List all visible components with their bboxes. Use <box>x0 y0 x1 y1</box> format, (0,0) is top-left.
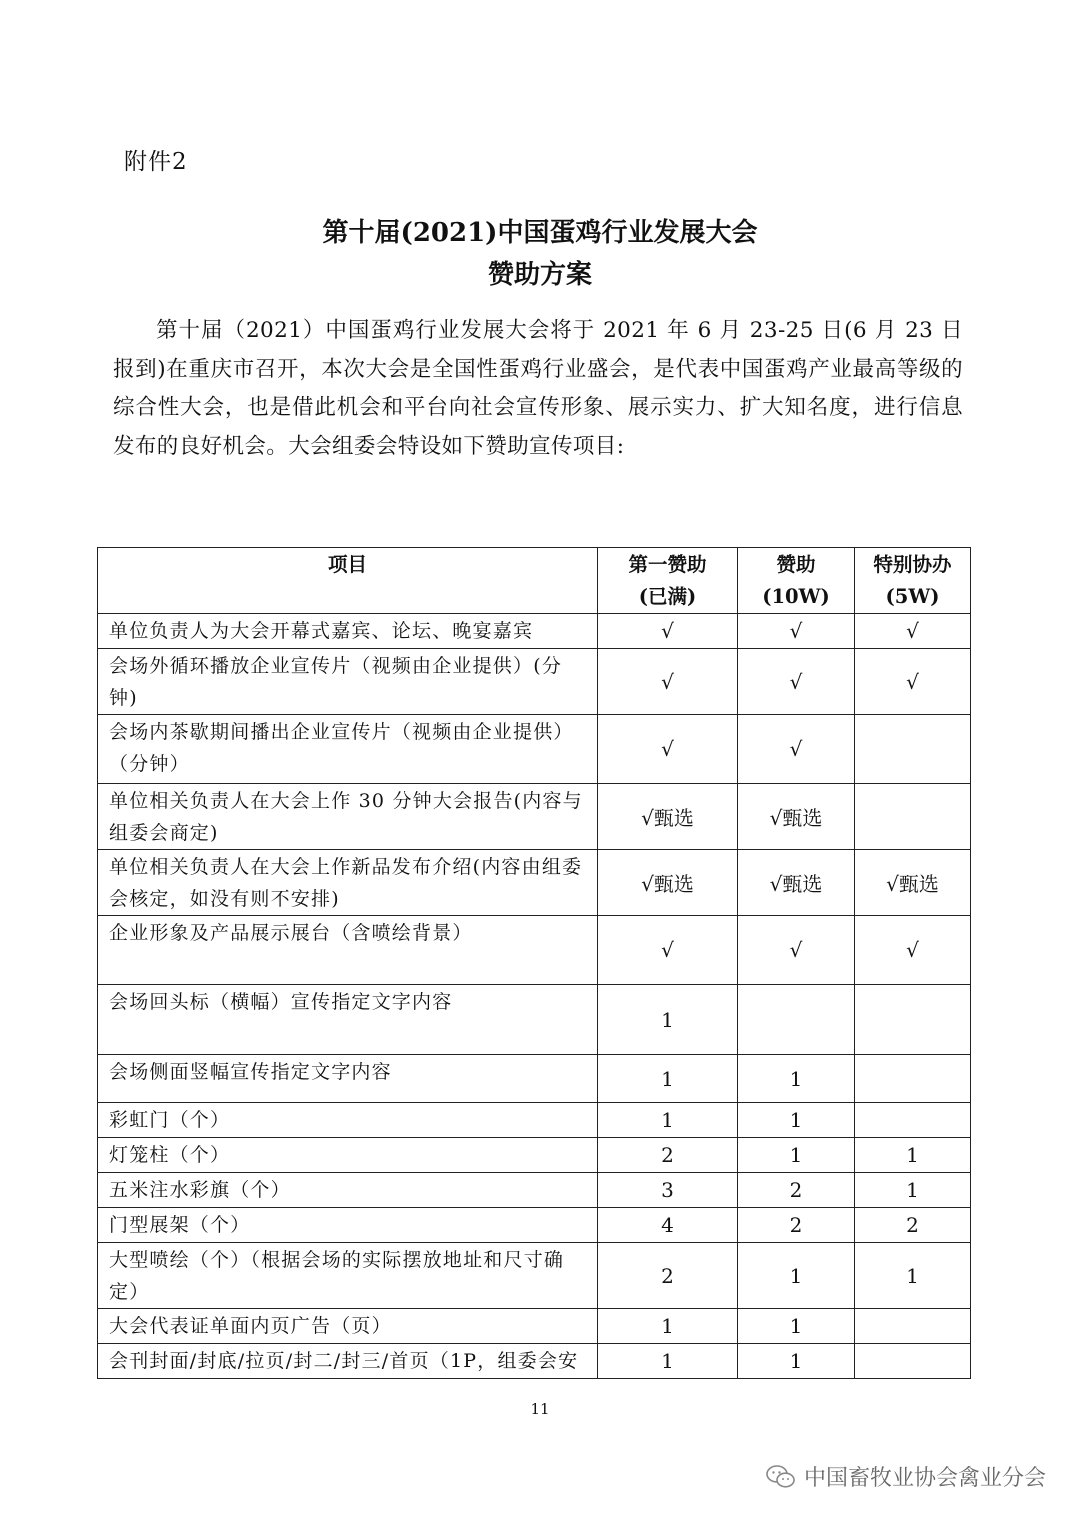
table-cell-special: 1 <box>855 1243 971 1309</box>
table-cell-item: 大型喷绘（个）（根据会场的实际摆放地址和尺寸确定） <box>98 1243 598 1309</box>
table-cell-item: 大会代表证单面内页广告（页） <box>98 1309 598 1344</box>
table-row <box>98 850 971 916</box>
table-row <box>98 614 971 649</box>
header-sponsor-line1: 赞助 <box>776 552 816 576</box>
table-cell-first-sponsor: 2 <box>598 1243 738 1309</box>
table-row <box>98 1243 971 1309</box>
table-row <box>98 649 971 715</box>
table-cell-sponsor: 1 <box>738 1344 855 1379</box>
table-cell-item: 会场侧面竖幅宣传指定文字内容 <box>98 1055 598 1103</box>
table-row <box>98 1344 971 1379</box>
table-cell-first-sponsor: 1 <box>598 1103 738 1138</box>
header-special-line2: (5W) <box>885 584 940 608</box>
table-cell-special: 1 <box>855 1173 971 1208</box>
table-cell-special <box>855 1344 971 1379</box>
table-cell-special: √甄选 <box>855 850 971 916</box>
table-row <box>98 916 971 985</box>
header-first-sponsor-line2: (已满) <box>638 584 697 608</box>
table-cell-sponsor: 1 <box>738 1138 855 1173</box>
header-item <box>98 548 598 614</box>
table-row <box>98 1055 971 1103</box>
table-cell-sponsor: 1 <box>738 1055 855 1103</box>
table-row <box>98 1173 971 1208</box>
table-cell-special: √ <box>855 916 971 985</box>
watermark <box>766 1461 1046 1492</box>
table-row <box>98 1309 971 1344</box>
table-cell-special <box>855 1055 971 1103</box>
intro-paragraph: 第十届（2021）中国蛋鸡行业发展大会将于 2021 年 6 月 23-25 日(6 月 23 日报到)在重庆市召开，本次大会是全国性蛋鸡行业盛会，是代表中国蛋鸡产业最高等级的综合性大会，也是借此机会和平台向社会宣传形象、展示实力、扩大知名度，进行信息发布的良好机会。大会组委会特设如下赞助宣传项目: <box>113 318 963 459</box>
table-cell-item: 彩虹门（个） <box>98 1103 598 1138</box>
table-row <box>98 715 971 784</box>
table-row <box>98 784 971 850</box>
table-cell-first-sponsor: √甄选 <box>598 850 738 916</box>
table-row <box>98 985 971 1055</box>
header-special-line1: 特别协办 <box>873 552 952 576</box>
table-cell-sponsor: √ <box>738 614 855 649</box>
table-cell-special <box>855 985 971 1055</box>
table-cell-first-sponsor: √ <box>598 715 738 784</box>
table-cell-item: 单位相关负责人在大会上作新品发布介绍(内容由组委会核定，如没有则不安排) <box>98 850 598 916</box>
table-cell-sponsor: √ <box>738 649 855 715</box>
document-subtitle: 赞助方案 <box>487 260 592 290</box>
table-cell-item: 灯笼柱（个） <box>98 1138 598 1173</box>
table-row <box>98 1103 971 1138</box>
table-cell-item: 单位相关负责人在大会上作 30 分钟大会报告(内容与组委会商定) <box>98 784 598 850</box>
sponsorship-table <box>97 547 971 1379</box>
table-cell-special <box>855 1309 971 1344</box>
document-title: 第十届(2021)中国蛋鸡行业发展大会 <box>322 218 758 248</box>
header-sponsor <box>738 548 855 614</box>
table-cell-sponsor: 2 <box>738 1208 855 1243</box>
table-cell-special: 1 <box>855 1138 971 1173</box>
table-cell-first-sponsor: √ <box>598 614 738 649</box>
header-special-coorganizer <box>855 548 971 614</box>
table-row <box>98 1208 971 1243</box>
table-cell-first-sponsor: 2 <box>598 1138 738 1173</box>
table-row <box>98 1138 971 1173</box>
table-cell-sponsor: √甄选 <box>738 784 855 850</box>
watermark-text: 中国畜牧业协会禽业分会 <box>803 1466 1046 1491</box>
table-cell-special: 2 <box>855 1208 971 1243</box>
table-cell-sponsor <box>738 985 855 1055</box>
table-cell-special <box>855 715 971 784</box>
table-cell-sponsor: 2 <box>738 1173 855 1208</box>
table-cell-item: 会场内茶歇期间播出企业宣传片（视频由企业提供）（分钟） <box>98 715 598 784</box>
table-header-row <box>98 548 971 614</box>
table-cell-first-sponsor: 1 <box>598 985 738 1055</box>
table-cell-sponsor: √甄选 <box>738 850 855 916</box>
header-sponsor-line2: (10W) <box>762 584 830 608</box>
table-cell-item: 会场外循环播放企业宣传片（视频由企业提供）(分钟) <box>98 649 598 715</box>
table-cell-item: 企业形象及产品展示展台（含喷绘背景） <box>98 916 598 985</box>
table-cell-special <box>855 784 971 850</box>
table-cell-item: 会刊封面/封底/拉页/封二/封三/首页（1P，组委会安 <box>98 1344 598 1379</box>
header-first-sponsor-line1: 第一赞助 <box>628 552 707 576</box>
table-cell-first-sponsor: 1 <box>598 1055 738 1103</box>
table-cell-special <box>855 1103 971 1138</box>
page-number: 11 <box>530 1400 550 1418</box>
table-cell-special: √ <box>855 614 971 649</box>
table-cell-sponsor: √ <box>738 715 855 784</box>
table-cell-special: √ <box>855 649 971 715</box>
table-cell-first-sponsor: 1 <box>598 1344 738 1379</box>
table-cell-first-sponsor: √ <box>598 649 738 715</box>
wechat-icon <box>766 1464 796 1490</box>
table-cell-item: 单位负责人为大会开幕式嘉宾、论坛、晚宴嘉宾 <box>98 614 598 649</box>
attachment-label: 附件2 <box>124 149 188 175</box>
table-cell-sponsor: 1 <box>738 1309 855 1344</box>
header-item-label: 项目 <box>327 553 367 576</box>
table-cell-item: 会场回头标（横幅）宣传指定文字内容 <box>98 985 598 1055</box>
table-cell-sponsor: 1 <box>738 1243 855 1309</box>
table-cell-first-sponsor: 4 <box>598 1208 738 1243</box>
table-cell-item: 门型展架（个） <box>98 1208 598 1243</box>
table-cell-sponsor: 1 <box>738 1103 855 1138</box>
table-cell-first-sponsor: √ <box>598 916 738 985</box>
header-first-sponsor <box>598 548 738 614</box>
table-cell-item: 五米注水彩旗（个） <box>98 1173 598 1208</box>
table-cell-first-sponsor: 3 <box>598 1173 738 1208</box>
table-cell-first-sponsor: √甄选 <box>598 784 738 850</box>
table-cell-first-sponsor: 1 <box>598 1309 738 1344</box>
table-cell-sponsor: √ <box>738 916 855 985</box>
